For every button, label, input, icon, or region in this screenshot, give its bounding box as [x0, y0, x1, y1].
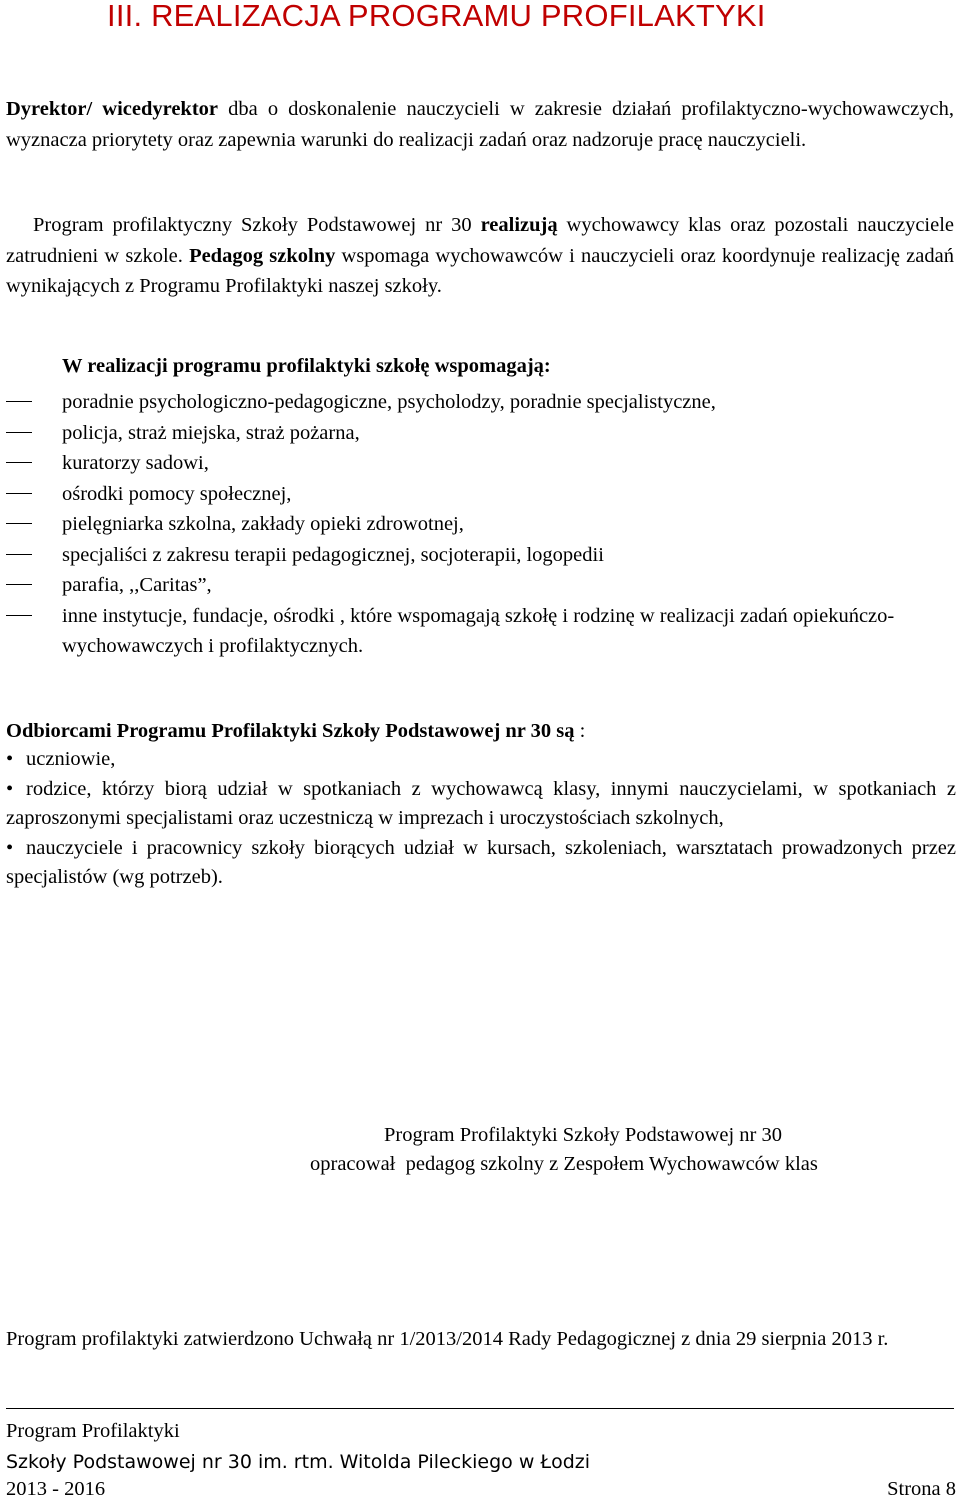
recipients-heading: Odbiorcami Programu Profilaktyki Szkoły Podstawowej nr 30 są	[6, 720, 575, 742]
implementation-text-2: wychowawcy klas oraz pozostali nauczyciele zatrudnieni w szkole.	[6, 214, 955, 267]
support-item-label: specjaliści z zakresu terapii pedagogicznej, socjoterapii, logopedii	[62, 543, 604, 566]
footer-school: Szkoły Podstawowej nr 30 im. rtm. Witolda Pileckiego w Łodzi	[6, 1451, 591, 1473]
approval-note: Program profilaktyki zatwierdzono Uchwałą nr 1/2013/2014 Rady Pedagogicznej z dnia 29 sierpnia 2013 r.	[6, 1328, 889, 1350]
support-item	[6, 448, 956, 479]
director-text: dba o doskonalenie nauczycieli w zakresie działań profilaktyczno-wychowawczych, wyznacza priorytety oraz zapewnia warunki do realizacji zadań oraz nadzoruje pracę nauczycieli.	[6, 98, 954, 151]
support-item	[6, 509, 956, 540]
implementation-text-3: wspomaga wychowawców i nauczycieli oraz koordynuje realizację zadań wynikających z Programu Profilaktyki naszej szkoły.	[6, 244, 954, 297]
support-item	[6, 418, 956, 449]
support-list	[6, 387, 956, 662]
authors-line-1: Program Profilaktyki Szkoły Podstawowej nr 30	[384, 1124, 783, 1146]
recipients-heading-line	[6, 716, 954, 747]
support-item-label: inne instytucje, fundacje, ośrodki , które wspomagają szkołę i rodzinę w realizacji zadań opiekuńczo-wychowawczych i profilaktycznych.	[62, 604, 895, 657]
recipient-text: rodzice, którzy biorą udział w spotkaniach z wychowawcą klasy, innymi nauczycielami, w spotkaniach z zaproszonymi specjalistami oraz uczestniczą w imprezach i uroczystościach szkolnych,	[6, 777, 956, 829]
bullet-icon: •	[6, 777, 14, 800]
support-item	[6, 387, 956, 418]
implementation-text-1: Program profilaktyczny Szkoły Podstawowej nr 30	[33, 214, 481, 236]
footer-program: Program Profilaktyki	[6, 1420, 180, 1442]
support-heading: W realizacji programu profilaktyki szkołę wspomagają:	[62, 355, 551, 377]
dash-icon	[6, 432, 32, 433]
bullet-icon: •	[6, 748, 14, 770]
section-title: III. REALIZACJA PROGRAMU PROFILAKTYKI	[107, 0, 766, 33]
page-number: Strona 8	[887, 1478, 956, 1500]
support-item	[6, 601, 956, 662]
support-item	[6, 570, 956, 601]
support-item	[6, 540, 956, 571]
dash-icon	[6, 462, 32, 463]
support-item	[6, 479, 956, 510]
support-item-label: ośrodki pomocy społecznej,	[62, 482, 292, 505]
recipients-colon: :	[574, 720, 586, 742]
dash-icon	[6, 554, 32, 555]
list-item	[6, 745, 956, 775]
dash-icon	[6, 615, 32, 616]
dash-icon	[6, 401, 32, 402]
dash-icon	[6, 493, 32, 494]
recipient-text: nauczyciele i pracownicy szkoły biorących udział w kursach, szkoleniach, warsztatach prowadzonych przez specjalistów (wg potrzeb).	[6, 836, 956, 888]
support-item-label: policja, straż miejska, straż pożarna,	[62, 421, 360, 444]
dash-icon	[6, 584, 32, 585]
footer-years: 2013 - 2016	[6, 1478, 106, 1500]
support-item-label: pielęgniarka szkolna, zakłady opieki zdrowotnej,	[62, 513, 464, 535]
list-item	[6, 834, 956, 893]
bullet-icon: •	[6, 836, 14, 859]
paragraph-director	[6, 94, 954, 155]
list-item	[6, 775, 956, 834]
footer-divider	[6, 1408, 954, 1409]
authors-line-2: opracował pedagog szkolny z Zespołem Wychowawców klas	[310, 1153, 818, 1175]
paragraph-implementation	[6, 210, 954, 302]
implementation-bold-2: Pedagog szkolny	[189, 244, 336, 267]
support-item-label: kuratorzy sadowi,	[62, 452, 209, 474]
support-item-label: poradnie psychologiczno-pedagogiczne, psycholodzy, poradnie specjalistyczne,	[62, 391, 716, 413]
implementation-bold-1: realizują	[480, 214, 558, 236]
director-label: Dyrektor/ wicedyrektor	[6, 98, 219, 120]
recipients-list	[6, 745, 956, 893]
support-item-label: parafia, ,,Caritas”,	[62, 574, 212, 596]
recipient-text: uczniowie,	[26, 748, 116, 770]
dash-icon	[6, 523, 32, 524]
